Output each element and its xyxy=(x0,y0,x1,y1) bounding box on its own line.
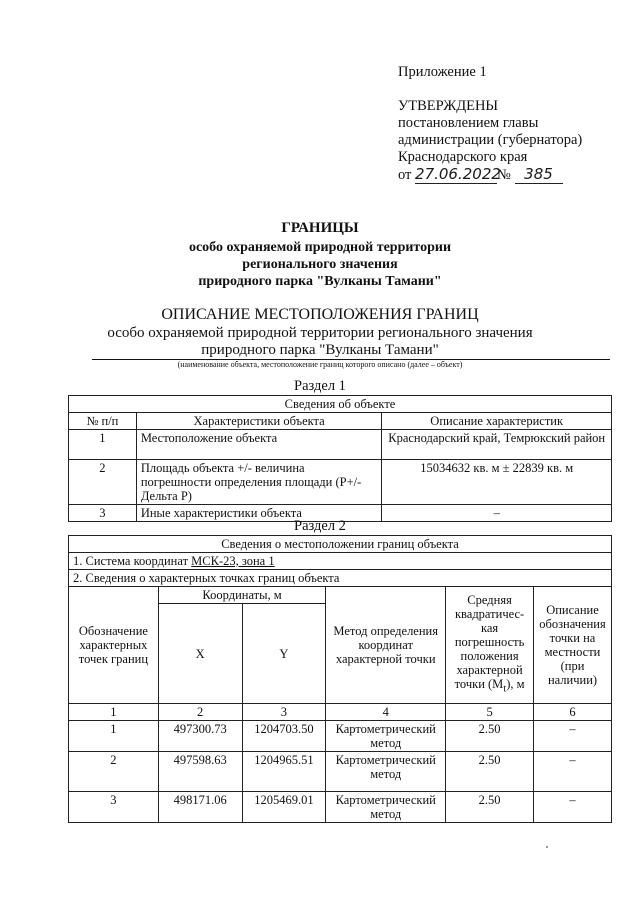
table-row xyxy=(69,460,612,505)
approval-line-2: администрации (губернатора) xyxy=(398,132,583,148)
approval-block xyxy=(398,64,582,184)
header-method: Метод определения координат характерной точки xyxy=(326,587,446,704)
table-row xyxy=(69,752,612,792)
point-number: 1 xyxy=(69,721,159,752)
row-number: 1 xyxy=(69,430,137,460)
point-error: 2.50 xyxy=(446,752,534,792)
approval-date: 27.06.2022 xyxy=(415,165,501,183)
number-prefix: № xyxy=(497,167,511,183)
table-row xyxy=(69,430,612,460)
header-location-desc: Описание обозначения точки на местности (при наличии) xyxy=(534,587,612,704)
section-2-title: Раздел 2 xyxy=(294,518,346,534)
row-characteristic: Иные характеристики объекта xyxy=(136,505,382,522)
section-1-title: Раздел 1 xyxy=(294,378,346,394)
object-info-table-title: Сведения об объекте xyxy=(69,396,612,413)
point-x: 497300.73 xyxy=(158,721,242,752)
description-line-1: особо охраняемой природной территории регионального значения xyxy=(107,325,533,341)
point-x: 498171.06 xyxy=(158,792,242,823)
point-error: 2.50 xyxy=(446,721,534,752)
col-number: 3 xyxy=(242,704,326,721)
point-method: Картометрический метод xyxy=(326,721,446,752)
row-number: 2 xyxy=(69,460,137,505)
row-number: 3 xyxy=(69,505,137,522)
row-value: 15034632 кв. м ± 22839 кв. м xyxy=(382,460,612,505)
table-header-row xyxy=(69,413,612,430)
header-characteristic: Характеристики объекта xyxy=(136,413,382,430)
column-number-row xyxy=(69,704,612,721)
description-block xyxy=(0,306,640,359)
boundary-table-title: Сведения о местоположении границ объекта xyxy=(69,536,612,553)
row-characteristic: Площадь объекта +/- величина погрешности определения площади (P+/- Дельта P) xyxy=(136,460,382,505)
title-line-3: природного парка "Вулканы Тамани" xyxy=(198,274,442,289)
approved-label: УТВЕРЖДЕНЫ xyxy=(398,98,499,114)
point-method: Картометрический метод xyxy=(326,792,446,823)
description-heading: ОПИСАНИЕ МЕСТОПОЛОЖЕНИЯ ГРАНИЦ xyxy=(161,306,479,323)
approval-line-1: постановлением главы xyxy=(398,115,539,131)
scan-speck xyxy=(546,846,548,848)
col-number: 4 xyxy=(326,704,446,721)
point-y: 1204703.50 xyxy=(242,721,326,752)
coord-system: 1. Система координат МСК-23, зона 1 xyxy=(69,553,612,570)
table-row xyxy=(69,792,612,823)
point-desc: – xyxy=(534,721,612,752)
title-main: ГРАНИЦЫ xyxy=(281,220,359,236)
description-caption: (наименование объекта, местоположение границ которого описано (далее – объект) xyxy=(177,360,463,369)
date-prefix: от xyxy=(398,167,412,183)
col-number: 5 xyxy=(446,704,534,721)
points-title: 2. Сведения о характерных точках границ объекта xyxy=(69,570,612,587)
point-number: 2 xyxy=(69,752,159,792)
point-x: 497598.63 xyxy=(158,752,242,792)
description-line-2: природного парка "Вулканы Тамани" xyxy=(201,342,439,358)
appendix-label: Приложение 1 xyxy=(398,64,487,80)
approval-number: 385 xyxy=(515,166,563,184)
point-desc: – xyxy=(534,792,612,823)
col-number: 1 xyxy=(69,704,159,721)
header-y: Y xyxy=(242,604,326,704)
row-value: Краснодарский край, Темрюкский район xyxy=(382,430,612,460)
row-characteristic: Местоположение объекта xyxy=(136,430,382,460)
header-error: Средняя квадратичес-кая погрешность положения характерной точки $(M_t)$, м xyxy=(446,587,534,704)
point-y: 1204965.51 xyxy=(242,752,326,792)
header-description: Описание характеристик xyxy=(382,413,612,430)
point-number: 3 xyxy=(69,792,159,823)
title-line-2: регионального значения xyxy=(242,257,398,272)
header-coordinates: Координаты, м xyxy=(158,587,325,604)
header-designation: Обозначение характерных точек границ xyxy=(69,587,159,704)
document-title xyxy=(0,220,640,290)
point-method: Картометрический метод xyxy=(326,752,446,792)
col-number: 6 xyxy=(534,704,612,721)
point-desc: – xyxy=(534,752,612,792)
table-row xyxy=(69,721,612,752)
col-number: 2 xyxy=(158,704,242,721)
title-line-1: особо охраняемой природной территории xyxy=(188,240,452,255)
row-value: – xyxy=(382,505,612,522)
header-number: № п/п xyxy=(69,413,137,430)
boundary-points-table xyxy=(68,535,612,823)
header-x: X xyxy=(158,604,242,704)
point-y: 1205469.01 xyxy=(242,792,326,823)
approval-date-line xyxy=(398,166,582,184)
object-info-table xyxy=(68,395,612,522)
approval-line-3: Краснодарского края xyxy=(398,149,528,165)
point-error: 2.50 xyxy=(446,792,534,823)
